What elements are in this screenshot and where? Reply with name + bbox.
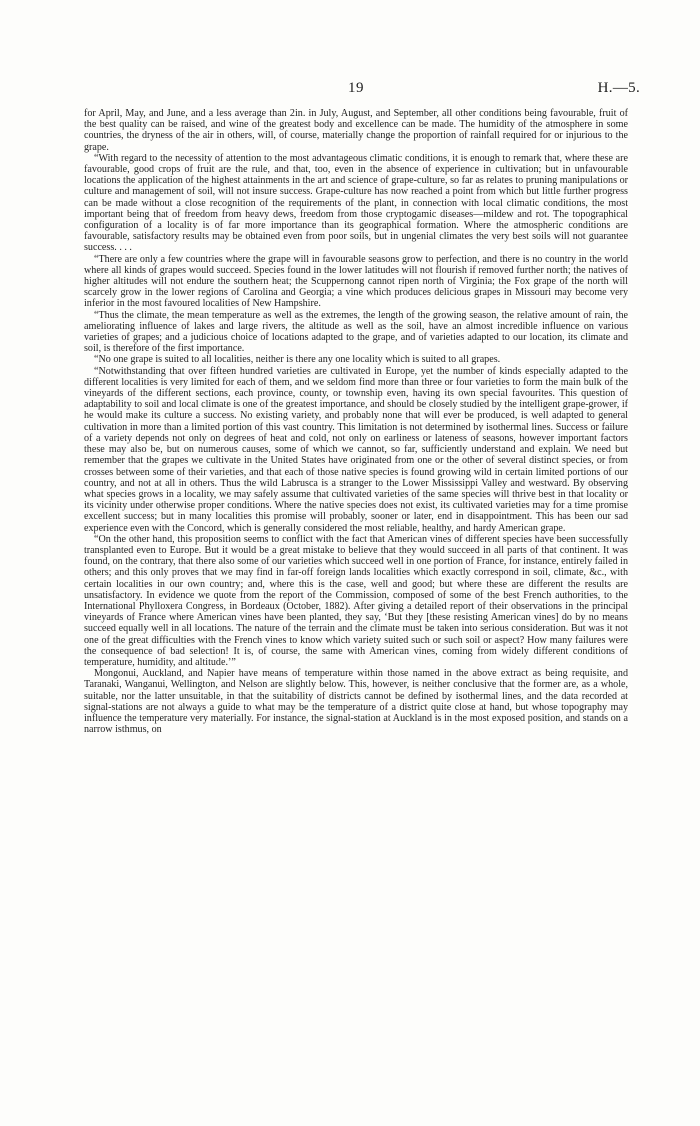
paragraph: “Thus the climate, the mean temperature as well as the extremes, the length of the growing season, the relative amount of rain, the ameliorating influence of lakes and large rivers, the altitude as well as the soil, have an almost incredible influence on various varieties of grapes; and a judicious choice of locations adapted to the grape, and of varieties adapted to our location, its climate and soil, is therefore of the first importance. — [84, 309, 628, 355]
paragraph: Mongonui, Auckland, and Napier have means of temperature within those named in the above extract as being requisite, and Taranaki, Wanganui, Wellington, and Nelson are slightly below. This, however, is neither conclusive that the former are, as a whole, suitable, nor the latter unsuitable, in that the suitability of districts cannot be defined by isothermal lines, and the data recorded at signal-stations are not always a guide to what may be the temperature of a district quite close at hand, but whose topography may influence the temperature very materially. For instance, the signal-station at Auckland is in the most exposed position, and stands on a narrow isthmus, on — [84, 668, 628, 736]
paragraph: “With regard to the necessity of attention to the most advantageous climatic conditions, it is enough to remark that, where these are favourable, good crops of fruit are the rule, and that, too, even in the absence of experience in cultivation; but in unfavourable locations the application of the highest attainments in the art and science of grape-culture, so far as relates to pruning manipulations or culture and management of soil, will not insure success. Grape-culture has now reached a point from which but little further progress can be made without a close recognition of the requirements of the plant, in connection with local climatic conditions, the most important being that of freedom from heavy dews, freedom from those cryptogamic diseases—mildew and rot. The topographical configuration of a locality is of far more importance than its geographical formation. Where the atmospheric conditions are favourable, satisfactory results may be obtained even from poor soils, but in ungenial climates the very best soils will not guarantee success. . . . — [84, 152, 628, 254]
page-number: 19 — [348, 80, 364, 96]
paragraph: for April, May, and June, and a less average than 2in. in July, August, and September, all other conditions being favourable, fruit of the best quality can be raised, and wine of the greatest body and excellence can be made. The humidity of the atmosphere in some countries, the dryness of the air in others, will, of course, materially change the proportion of rainfall required for or injurious to the grape. — [84, 108, 628, 153]
page-header — [84, 80, 640, 100]
paragraph: “No one grape is suited to all localities, neither is there any one locality which is suited to all grapes. — [94, 354, 501, 366]
paragraph: “Notwithstanding that over fifteen hundred varieties are cultivated in Europe, yet the number of kinds especially adapted to the different localities is very limited for each of them, and we seldom find more than three or four varieties to form the main bulk of the vineyards of the different sections, each province, county, or township even, having its own special favourites. This question of adaptability to soil and local climate is one of the greatest importance, and should be closely studied by the intelligent grape-grower, if he would make its culture a success. No existing variety, and probably none that will ever be produced, is well adapted to general cultivation in more than a limited portion of this vast country. This limitation is not determined by isothermal lines. Success or failure of a variety depends not only on degrees of heat and cold, not only on earliness or lateness of seasons, however important factors these may also be, but on numerous causes, some of which we cannot, so far, sufficiently understand and explain. We need but remember that the grapes we cultivate in the United States have originated from one or the other of several distinct species, or from crosses between some of their varieties, and that each of those native species is found growing wild in certain limited portions of our country, and not at all in others. Thus the wild Labrusca is a stranger to the Lower Mississippi Valley and westward. By observing what species grows in a locality, we may safely assume that cultivated varieties of the same species will thrive best in that locality or its vicinity under otherwise proper conditions. Where the native species does not exist, its cultivated varieties may for a time promise excellent success; but in many localities this promise will probably, sooner or later, end in disappointment. This has been our sad experience even with the Concord, which is generally considered the most reliable, healthy, and hardy American grape. — [84, 365, 628, 534]
document-reference: H.—5. — [597, 80, 640, 96]
body-text — [84, 108, 628, 1108]
paragraph: “There are only a few countries where the grape will in favourable seasons grow to perfection, and there is no country in the world where all kinds of grapes would succeed. Species found in the lower latitudes will not flourish if removed further north; the natives of higher altitudes will not endure the southern heat; the Scuppernong cannot ripen north of Virginia; the Fox grape of the north will scarcely grow in the lower regions of Carolina and Georgia; a vine which produces delicious grapes in Missouri may become very inferior in the most favoured localities of New Hampshire. — [84, 253, 628, 310]
paragraph: “On the other hand, this proposition seems to conflict with the fact that American vines of different species have been successfully transplanted even to Europe. But it would be a great mistake to believe that they would succeed in all parts of that continent. It was found, on the contrary, that there also some of our varieties which succeed well in one portion of France, for instance, entirely failed in others; and this only proves that we may find in far-off foreign lands localities which exactly correspond in soil, climate, &c., with certain localities in our own country; and, where this is the case, well and good; but where these are different the results are unsatisfactory. In evidence we quote from the report of the Commission, composed of some of the best French authorities, to the International Phylloxera Congress, in Bordeaux (October, 1882). After giving a detailed report of their observations in the principal vineyards of France where American vines have been planted, they say, ‘But they [these resisting American vines] do by no means succeed equally well in all locations. The nature of the terrain and the climate must be taken into serious consideration. But was it not one of the great difficulties with the French vines to know which variety suited such or such soil or aspect? How many failures were the consequence of bad selection! It is, of course, the same with American vines, coming from widely different conditions of temperature, humidity, and altitude.’” — [84, 533, 628, 668]
